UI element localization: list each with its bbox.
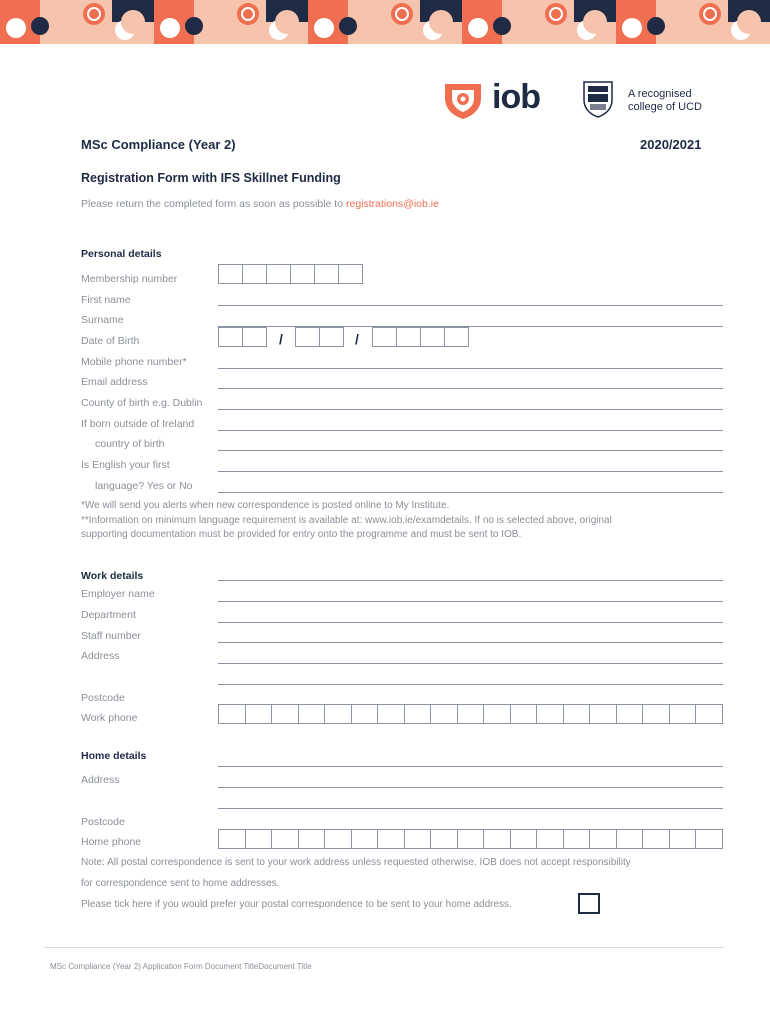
first-name-field[interactable] xyxy=(218,305,723,306)
membership-digit-box[interactable] xyxy=(242,264,267,284)
work-address-field-2[interactable] xyxy=(218,684,723,685)
dob-separator: / xyxy=(355,331,359,347)
home-phone-input[interactable] xyxy=(218,829,723,849)
ucd-crest xyxy=(582,80,614,118)
phone-digit-box[interactable] xyxy=(351,829,379,849)
dob-digit-box[interactable] xyxy=(242,327,267,347)
born-outside-label-1: If born outside of Ireland xyxy=(81,418,195,430)
phone-digit-box[interactable] xyxy=(483,704,511,724)
phone-digit-box[interactable] xyxy=(457,829,485,849)
phone-digit-box[interactable] xyxy=(377,704,405,724)
phone-digit-box[interactable] xyxy=(695,704,723,724)
work-phone-label: Work phone xyxy=(81,712,138,724)
home-postcode-label: Postcode xyxy=(81,816,125,828)
alerts-note: *We will send you alerts when new correspondence is posted online to My Institute. xyxy=(81,500,450,511)
dob-day-input[interactable] xyxy=(218,327,267,347)
surname-label: Surname xyxy=(81,314,124,326)
language-note: **Information on minimum language requirement is available at: www.iob.ie/examdetails. If no is selected above, original xyxy=(81,515,612,526)
phone-digit-box[interactable] xyxy=(669,829,697,849)
born-outside-field-1[interactable] xyxy=(218,430,723,431)
work-address-label: Address xyxy=(81,650,120,662)
first-name-label: First name xyxy=(81,294,131,306)
dob-digit-box[interactable] xyxy=(372,327,397,347)
phone-digit-box[interactable] xyxy=(298,704,326,724)
county-label: County of birth e.g. Dublin xyxy=(81,397,203,409)
home-address-field-1[interactable] xyxy=(218,787,723,788)
membership-digit-box[interactable] xyxy=(290,264,315,284)
work-heading-line xyxy=(218,580,723,581)
membership-digit-box[interactable] xyxy=(266,264,291,284)
work-phone-input[interactable] xyxy=(218,704,723,724)
postal-note-2: for correspondence sent to home addresses. xyxy=(81,878,280,889)
dob-separator: / xyxy=(279,331,283,347)
form-subtitle: Registration Form with IFS Skillnet Funding xyxy=(81,171,341,185)
staff-number-field[interactable] xyxy=(218,642,723,643)
english-yes-no-field[interactable] xyxy=(218,492,723,493)
registrations-email-link[interactable]: registrations@iob.ie xyxy=(345,198,439,210)
phone-digit-box[interactable] xyxy=(298,829,326,849)
phone-digit-box[interactable] xyxy=(616,829,644,849)
phone-digit-box[interactable] xyxy=(245,704,273,724)
phone-digit-box[interactable] xyxy=(510,829,538,849)
dob-digit-box[interactable] xyxy=(420,327,445,347)
iob-logo-text: iob xyxy=(492,78,540,116)
email-label: Email address xyxy=(81,376,148,388)
home-details-heading: Home details xyxy=(81,750,147,762)
phone-digit-box[interactable] xyxy=(536,829,564,849)
ucd-crest-icon xyxy=(582,80,614,118)
decorative-banner xyxy=(0,0,770,44)
home-address-tick-label: Please tick here if you would prefer your postal correspondence to be sent to your home address. xyxy=(81,899,512,910)
work-details-heading: Work details xyxy=(81,570,144,582)
footer-text: MSc Compliance (Year 2) Application Form Document TitleDocument Title xyxy=(50,962,312,971)
academic-year: 2020/2021 xyxy=(640,137,702,152)
documentation-note: supporting documentation must be provided for entry onto the programme and must be sent to IOB. xyxy=(81,529,522,540)
phone-digit-box[interactable] xyxy=(218,704,246,724)
mobile-label: Mobile phone number* xyxy=(81,356,187,368)
phone-digit-box[interactable] xyxy=(563,829,591,849)
phone-digit-box[interactable] xyxy=(695,829,723,849)
home-phone-label: Home phone xyxy=(81,836,142,848)
phone-digit-box[interactable] xyxy=(404,704,432,724)
phone-digit-box[interactable] xyxy=(404,829,432,849)
home-address-label: Address xyxy=(81,774,120,786)
email-field[interactable] xyxy=(218,388,723,389)
english-field-1[interactable] xyxy=(218,471,723,472)
dob-month-input[interactable] xyxy=(295,327,344,347)
department-label: Department xyxy=(81,609,136,621)
dob-digit-box[interactable] xyxy=(218,327,243,347)
phone-digit-box[interactable] xyxy=(616,704,644,724)
dob-digit-box[interactable] xyxy=(295,327,320,347)
phone-digit-box[interactable] xyxy=(642,829,670,849)
phone-digit-box[interactable] xyxy=(563,704,591,724)
phone-digit-box[interactable] xyxy=(324,829,352,849)
phone-digit-box[interactable] xyxy=(245,829,273,849)
membership-digit-box[interactable] xyxy=(338,264,363,284)
membership-number-input[interactable] xyxy=(218,264,363,284)
ucd-recognised-line1: A recognised xyxy=(628,88,692,100)
phone-digit-box[interactable] xyxy=(669,704,697,724)
phone-digit-box[interactable] xyxy=(483,829,511,849)
dob-year-input[interactable] xyxy=(372,327,469,347)
phone-digit-box[interactable] xyxy=(351,704,379,724)
english-label-1: Is English your first xyxy=(81,459,170,471)
iob-shield-icon xyxy=(442,80,484,120)
iob-logo xyxy=(442,80,484,125)
phone-digit-box[interactable] xyxy=(430,829,458,849)
phone-digit-box[interactable] xyxy=(218,829,246,849)
phone-digit-box[interactable] xyxy=(457,704,485,724)
phone-digit-box[interactable] xyxy=(377,829,405,849)
personal-details-heading: Personal details xyxy=(81,248,162,260)
department-field[interactable] xyxy=(218,622,723,623)
page-title: MSc Compliance (Year 2) xyxy=(81,137,236,152)
surname-field[interactable] xyxy=(218,326,723,327)
membership-digit-box[interactable] xyxy=(314,264,339,284)
phone-digit-box[interactable] xyxy=(642,704,670,724)
dob-digit-box[interactable] xyxy=(319,327,344,347)
county-field[interactable] xyxy=(218,409,723,410)
phone-digit-box[interactable] xyxy=(271,704,299,724)
phone-digit-box[interactable] xyxy=(589,829,617,849)
work-postcode-label: Postcode xyxy=(81,692,125,704)
employer-label: Employer name xyxy=(81,588,155,600)
membership-number-label: Membership number xyxy=(81,273,178,285)
footer-divider xyxy=(44,947,724,948)
ucd-recognised-line2: college of UCD xyxy=(628,101,702,113)
work-address-field-1[interactable] xyxy=(218,663,723,664)
phone-digit-box[interactable] xyxy=(430,704,458,724)
phone-digit-box[interactable] xyxy=(536,704,564,724)
home-heading-line xyxy=(218,766,723,767)
country-of-birth-field[interactable] xyxy=(218,450,723,451)
staff-number-label: Staff number xyxy=(81,630,141,642)
postal-note-1: Note: All postal correspondence is sent to your work address unless requested otherwise. IOB does not accept responsibility xyxy=(81,857,631,868)
dob-digit-box[interactable] xyxy=(444,327,469,347)
instruction-prefix: Please return the completed form as soon as possible to xyxy=(81,198,346,210)
english-label-2: language? Yes or No xyxy=(95,480,193,492)
banner-pattern-icon xyxy=(0,0,770,44)
dob-label: Date of Birth xyxy=(81,335,140,347)
home-address-checkbox[interactable] xyxy=(578,893,600,914)
phone-digit-box[interactable] xyxy=(271,829,299,849)
mobile-field[interactable] xyxy=(218,368,723,369)
employer-field[interactable] xyxy=(218,601,723,602)
phone-digit-box[interactable] xyxy=(589,704,617,724)
home-address-field-2[interactable] xyxy=(218,808,723,809)
phone-digit-box[interactable] xyxy=(324,704,352,724)
instruction-text xyxy=(81,198,439,210)
phone-digit-box[interactable] xyxy=(510,704,538,724)
dob-digit-box[interactable] xyxy=(396,327,421,347)
born-outside-label-2: country of birth xyxy=(95,438,165,450)
membership-digit-box[interactable] xyxy=(218,264,243,284)
